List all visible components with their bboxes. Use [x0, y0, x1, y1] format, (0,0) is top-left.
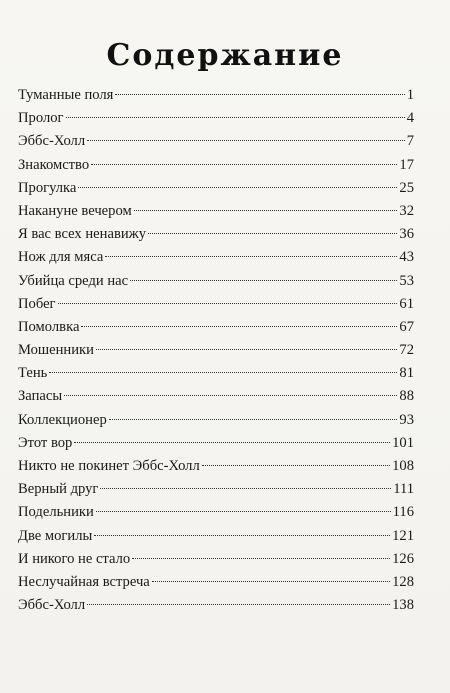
toc-entry-page-number: 101 — [392, 434, 414, 451]
toc-entry-page-number: 128 — [392, 573, 414, 590]
toc-entry — [18, 432, 414, 455]
toc-entry-title: Подельники — [18, 504, 94, 521]
dot-leader — [202, 465, 390, 466]
toc-entry-page-number: 36 — [399, 226, 414, 243]
toc-entry-page-number: 4 — [406, 110, 414, 127]
toc-entry — [18, 223, 414, 246]
toc-entry — [18, 478, 414, 501]
toc-entry-title: Я вас всех ненавижу — [18, 226, 147, 243]
toc-entry — [18, 84, 414, 107]
dot-leader — [74, 442, 390, 443]
toc-entry-page-number: 32 — [399, 202, 414, 219]
dot-leader — [58, 303, 398, 304]
toc-entry-page-number: 1 — [406, 87, 414, 103]
toc-entry-page-number: 111 — [393, 481, 414, 498]
toc-entry-page-number: 7 — [406, 133, 414, 150]
toc-entry-title: Две могилы — [18, 527, 93, 544]
toc-entry — [18, 362, 414, 385]
toc-entry-title: Помолвка — [18, 318, 80, 335]
dot-leader — [87, 140, 405, 141]
dot-leader — [115, 94, 404, 95]
dot-leader — [148, 233, 397, 234]
toc-entry-page-number: 53 — [399, 272, 414, 289]
toc-entry-page-number: 88 — [399, 388, 414, 405]
toc-entry-page-number: 25 — [399, 179, 414, 196]
toc-entry-page-number: 93 — [399, 411, 414, 428]
dot-leader — [87, 604, 390, 605]
dot-leader — [105, 256, 397, 257]
toc-entry-page-number: 72 — [399, 342, 414, 359]
dot-leader — [100, 488, 391, 489]
toc-entry — [18, 385, 414, 408]
dot-leader — [134, 210, 398, 211]
toc-entry-title: Побег — [18, 295, 56, 312]
toc-entry-title: Эббс-Холл — [18, 597, 86, 614]
toc-entry-title: Пролог — [18, 110, 64, 127]
toc-entry-title: Знакомство — [18, 156, 90, 173]
toc-entry-title: Верный друг — [18, 481, 99, 498]
dot-leader — [64, 395, 397, 396]
toc-entry-title: Эббс-Холл — [18, 133, 86, 150]
toc-entry-page-number: 108 — [392, 458, 414, 474]
toc-entry-title: Никто не покинет Эббс-Холл — [18, 458, 200, 474]
toc-entry-title: Неслучайная встреча — [18, 573, 150, 590]
toc-entry-page-number: 121 — [392, 527, 414, 544]
toc-entry — [18, 246, 414, 269]
toc-entry-title: Накануне вечером — [18, 202, 132, 219]
toc-entry — [18, 339, 414, 362]
toc-entry — [18, 316, 414, 339]
toc-entry — [18, 409, 414, 432]
dot-leader — [66, 117, 405, 118]
dot-leader — [96, 349, 397, 350]
dot-leader — [78, 187, 397, 188]
toc-entry — [18, 571, 414, 594]
toc-entry-title: И никого не стало — [18, 550, 131, 567]
toc-entry-page-number: 116 — [392, 504, 414, 521]
toc-entry — [18, 501, 414, 524]
dot-leader — [96, 511, 391, 512]
toc-entry — [18, 293, 414, 316]
toc-entry — [18, 548, 414, 571]
toc-entry — [18, 594, 414, 617]
dot-leader — [152, 581, 390, 582]
toc-entry-page-number: 67 — [399, 318, 414, 335]
dot-leader — [130, 280, 397, 281]
toc-entry — [18, 200, 414, 223]
toc-entry-title: Запасы — [18, 388, 63, 405]
toc-entry-page-number: 43 — [399, 249, 414, 266]
toc-entry — [18, 525, 414, 548]
toc-entry-page-number: 17 — [399, 156, 414, 173]
toc-entry-title: Тень — [18, 365, 48, 382]
toc-entry — [18, 455, 414, 478]
dot-leader — [81, 326, 397, 327]
toc-entry — [18, 270, 414, 293]
toc-entry-title: Нож для мяса — [18, 249, 104, 266]
toc-entry-page-number: 61 — [399, 295, 414, 312]
toc-entry-title: Туманные поля — [18, 87, 114, 103]
toc-entry-title: Этот вор — [18, 434, 73, 451]
toc-entry-title: Мошенники — [18, 342, 94, 359]
toc-entry-page-number: 126 — [392, 550, 414, 567]
dot-leader — [109, 419, 398, 420]
table-of-contents — [18, 84, 414, 617]
dot-leader — [91, 164, 397, 165]
page-title: Содержание — [106, 38, 344, 73]
toc-entry-title: Прогулка — [18, 179, 77, 196]
toc-entry-page-number: 138 — [392, 597, 414, 614]
toc-entry — [18, 130, 414, 153]
toc-entry-page-number: 81 — [399, 365, 414, 382]
dot-leader — [49, 372, 397, 373]
dot-leader — [132, 558, 390, 559]
dot-leader — [94, 535, 390, 536]
toc-entry — [18, 107, 414, 130]
toc-entry — [18, 154, 414, 177]
toc-entry-title: Коллекционер — [18, 411, 107, 428]
toc-entry-title: Убийца среди нас — [18, 272, 129, 289]
toc-entry — [18, 177, 414, 200]
